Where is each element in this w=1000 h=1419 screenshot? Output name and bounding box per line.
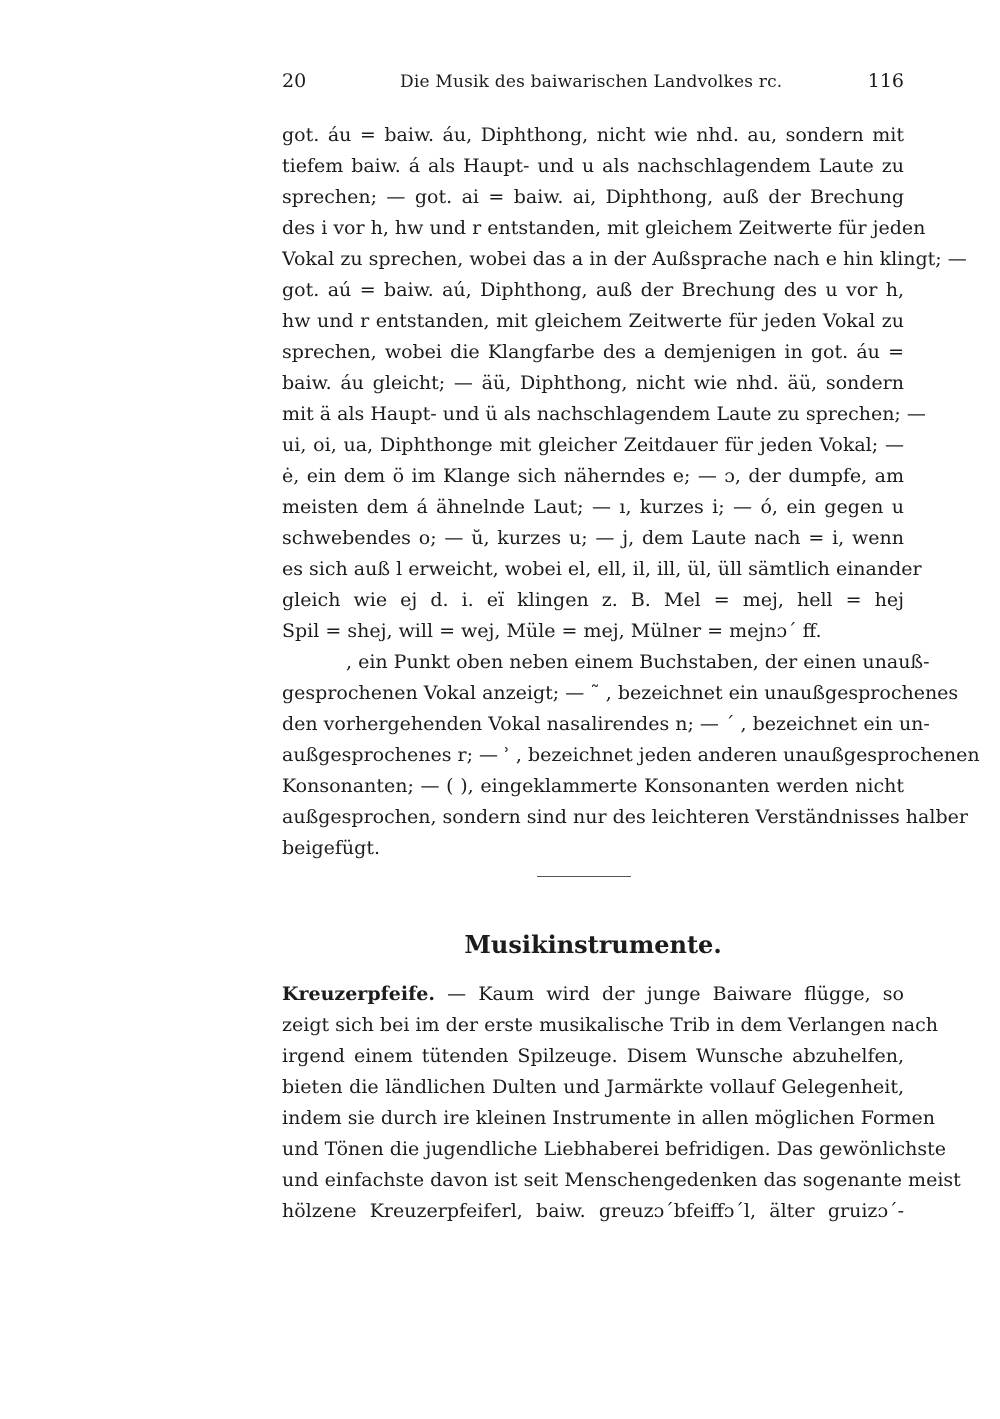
text-line: hölzene Kreuzerpfeiferl, baiw. greuzɔ´bfeiffɔ´l, älter gruizɔ´- (282, 1200, 904, 1222)
text-line: den vorhergehenden Vokal nasalirendes n; — ´ , bezeichnet ein un- (282, 713, 930, 735)
section-divider (537, 876, 631, 877)
text-line: bieten die ländlichen Dulten und Jarmärkte vollauf Gelegenheit, (282, 1076, 904, 1098)
text-line: mit ä als Haupt- und ü als nachschlagendem Laute zu sprechen; — (282, 403, 926, 425)
text-line: tiefem baiw. á als Haupt- und u als nachschlagendem Laute zu (282, 155, 904, 177)
text-line: indem sie durch ire kleinen Instrumente in allen möglichen Formen (282, 1107, 935, 1129)
text-line: sprechen, wobei die Klangfarbe des a demjenigen in got. áu = (282, 341, 904, 363)
text-line: , ein Punkt oben neben einem Buchstaben, der einen unauß- (346, 651, 930, 673)
text-line: zeigt sich bei im der erste musikalische Trib in dem Verlangen nach (282, 1014, 939, 1036)
text-line: got. aú = baiw. aú, Diphthong, auß der Brechung des u vor h, (282, 279, 904, 301)
text-line: des i vor h, hw und r entstanden, mit gleichem Zeitwerte für jeden (282, 217, 926, 239)
text-line: gesprochenen Vokal anzeigt; — ˜ , bezeichnet ein unaußgesprochenes (282, 682, 959, 704)
text-line: Konsonanten; — ( ), eingeklammerte Konsonanten werden nicht (282, 775, 904, 797)
text-line: meisten dem á ähnelnde Laut; — ı, kurzes i; — ó, ein gegen u (282, 496, 904, 518)
text-line: hw und r entstanden, mit gleichem Zeitwerte für jeden Vokal zu (282, 310, 904, 332)
text-line: außgesprochen, sondern sind nur des leichteren Verständnisses halber (282, 806, 968, 828)
text-line: gleich wie ej d. i. eï klingen z. B. Mel = mej, hell = hej (282, 589, 904, 611)
text-line: schwebendes o; — ŭ, kurzes u; — j, dem Laute nach = i, wenn (282, 527, 904, 549)
text-line: es sich auß l erweicht, wobei el, ell, il, ill, ül, üll sämtlich einander (282, 558, 922, 580)
text-line: außgesprochenes r; — ʾ , bezeichnet jeden anderen unaußgesprochenen (282, 744, 980, 766)
section-heading: Musikinstrumente. (464, 930, 722, 959)
running-header (282, 70, 904, 106)
text-line: ė, ein dem ö im Klange sich näherndes e; — ɔ, der dumpfe, am (282, 465, 904, 487)
text-line (282, 983, 904, 1005)
text-fragment: — Kaum wird der junge Baiware flügge, so (434, 983, 904, 1005)
text-line: ui, oi, ua, Diphthonge mit gleicher Zeitdauer für jeden Vokal; — (282, 434, 904, 456)
text-line: irgend einem tütenden Spilzeuge. Disem Wunsche abzuhelfen, (282, 1045, 904, 1067)
text-line: got. áu = baiw. áu, Diphthong, nicht wie nhd. au, sondern mit (282, 124, 904, 146)
text-line: und einfachste davon ist seit Menschengedenken das sogenante meist (282, 1169, 961, 1191)
page-number-left: 20 (282, 70, 307, 92)
text-line: Vokal zu sprechen, wobei das a in der Außsprache nach e hin klingt; — (282, 248, 967, 270)
text-line: baiw. áu gleicht; — äü, Diphthong, nicht wie nhd. äü, sondern (282, 372, 904, 394)
page-number-right: 116 (867, 70, 904, 92)
text-line: sprechen; — got. ai = baiw. ai, Diphthong, auß der Brechung (282, 186, 904, 208)
text-line: beigefügt. (282, 837, 380, 859)
text-line: und Tönen die jugendliche Liebhaberei befridigen. Das gewönlichste (282, 1138, 947, 1160)
running-title: Die Musik des baiwarischen Landvolkes rc. (400, 72, 783, 92)
text-line: Spil = shej, will = wej, Müle = mej, Mülner = mejnɔ´ ff. (282, 620, 822, 642)
run-in-heading: Kreuzerpfeife. (282, 983, 435, 1005)
